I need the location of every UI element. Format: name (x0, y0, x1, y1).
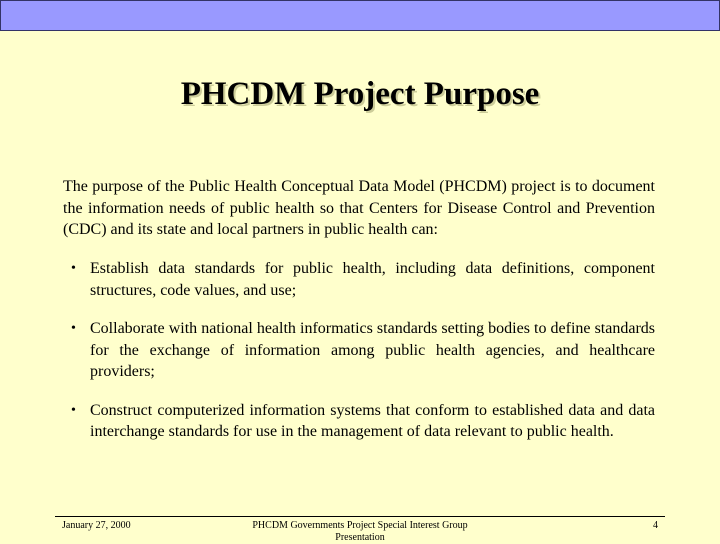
bullet-item-collaborate (68, 318, 655, 383)
bullet-text: Construct computerized information systems that conform to established data and data interchange standards for use in the management of data relevant to public health. (90, 401, 655, 440)
bullet-text: Establish data standards for public health, including data definitions, component structures, code values, and use; (90, 260, 655, 299)
footer-divider (55, 516, 665, 517)
bullet-item-construct (68, 400, 655, 443)
slide-title: PHCDM Project Purpose (180, 76, 540, 112)
footer-presentation-title: PHCDM Governments Project Special Interest Group Presentation (252, 520, 468, 543)
bullet-item-standards (68, 258, 655, 301)
bullet-dot-icon: • (71, 402, 76, 418)
intro-paragraph: The purpose of the Public Health Conceptual Data Model (PHCDM) project is to document the information needs of public health so that Centers for Disease Control and Prevention (CDC) and its state and local partners in public health can: (63, 178, 655, 238)
bullet-text: Collaborate with national health informatics standards setting bodies to define standards for the exchange of information among public health agencies, and healthcare providers; (90, 320, 655, 380)
top-banner-bar (0, 0, 720, 31)
bullet-dot-icon: • (71, 321, 76, 336)
bullet-list (68, 258, 655, 460)
footer-date: January 27, 2000 (62, 520, 131, 531)
bullet-dot-icon: • (71, 261, 76, 276)
footer-page-number: 4 (653, 520, 658, 531)
